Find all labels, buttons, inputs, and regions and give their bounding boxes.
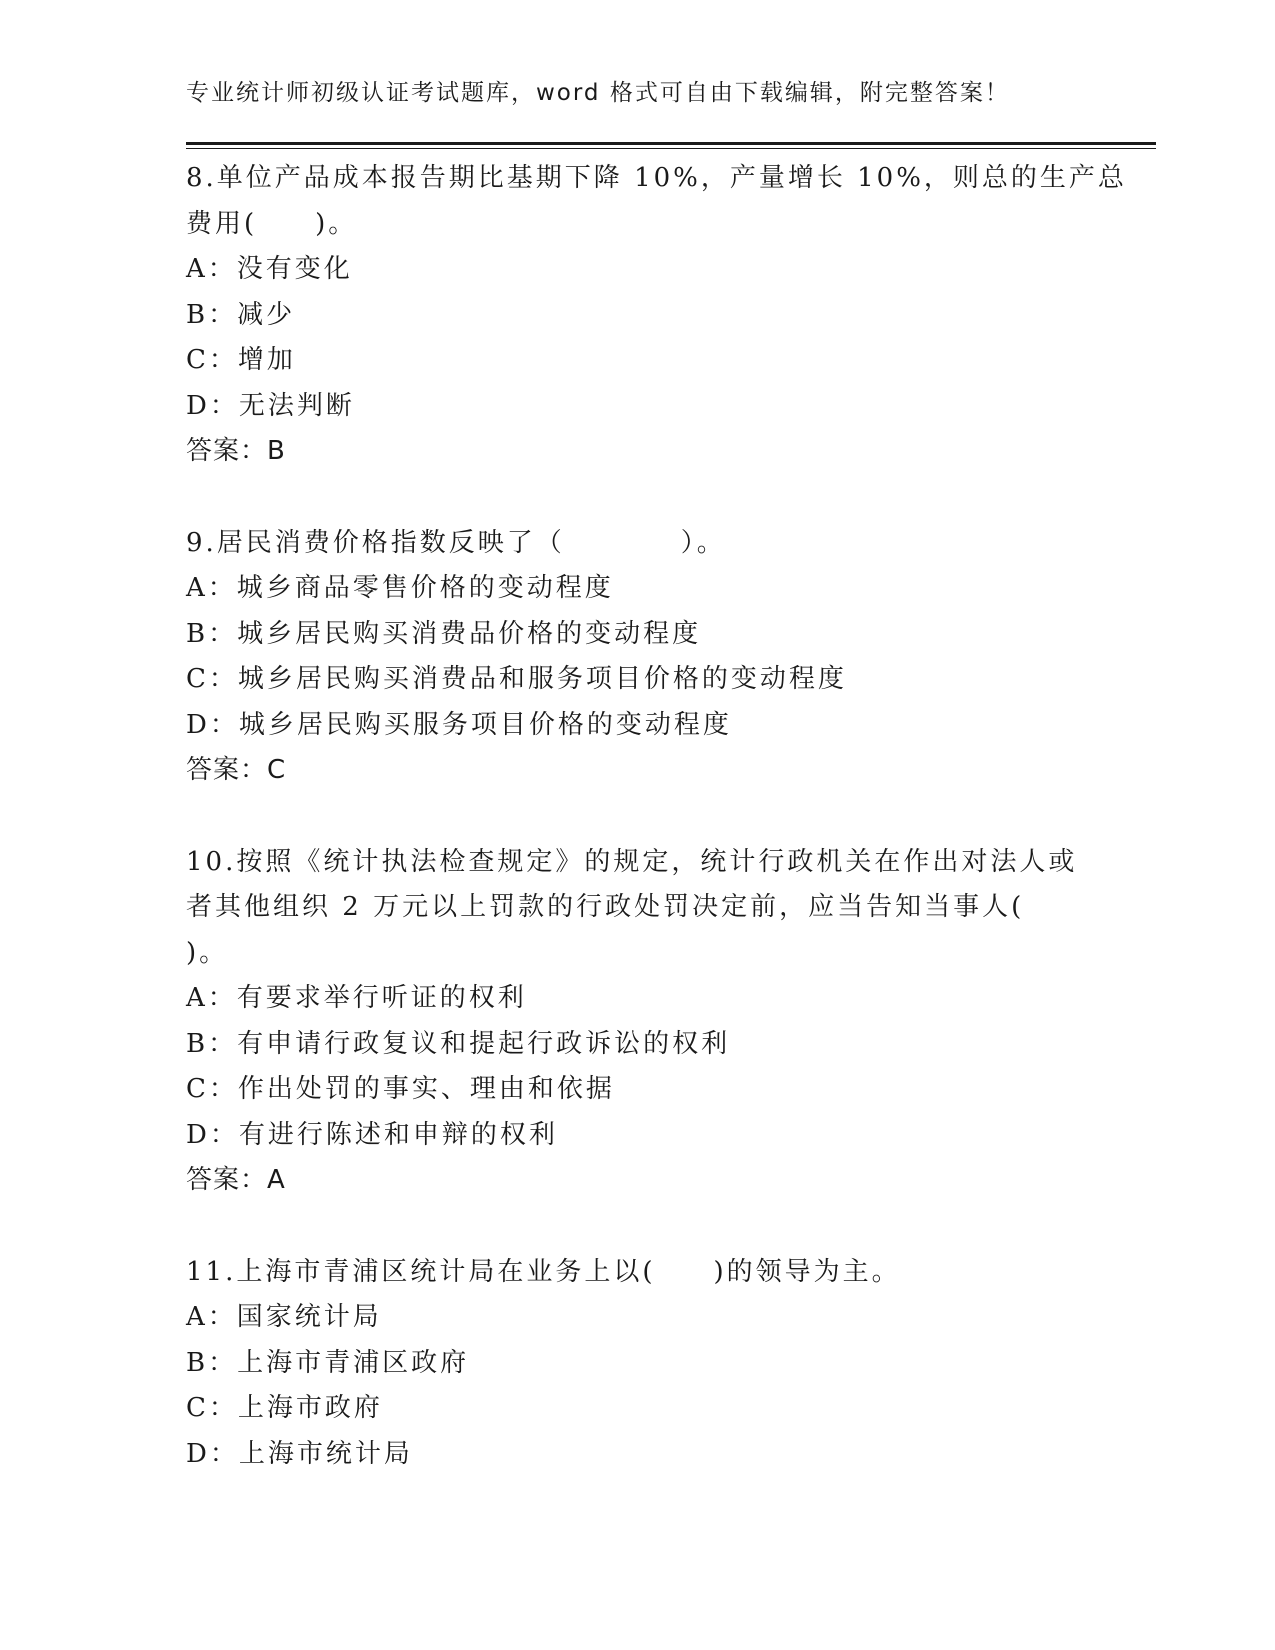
option-d: D：上海市统计局 — [186, 1438, 413, 1469]
question-stem-line: 者其他组织 2 万元以上罚款的行政处罚决定前，应当告知当事人( — [186, 892, 1025, 922]
option-d: D：无法判断 — [186, 390, 355, 421]
answer-line: 答案：C — [186, 755, 287, 785]
option-b: B：城乡居民购买消费品价格的变动程度 — [186, 618, 702, 649]
option-c: C：城乡居民购买消费品和服务项目价格的变动程度 — [186, 664, 847, 694]
answer-line: 答案：A — [186, 1165, 286, 1195]
option-c: C：上海市政府 — [186, 1393, 383, 1423]
option-c: C：作出处罚的事实、理由和依据 — [186, 1074, 615, 1104]
option-a: A：没有变化 — [186, 254, 353, 284]
question-stem-line: 10.按照《统计执法检查规定》的规定，统计行政机关在作出对法人或 — [186, 846, 1078, 877]
question-stem-line: 费用( )。 — [186, 208, 358, 239]
header-rule-thin — [186, 148, 1156, 149]
header-rule-thick — [186, 142, 1156, 145]
answer-line: 答案：B — [186, 436, 286, 466]
question-stem-line: 8.单位产品成本报告期比基期下降 10%，产量增长 10%，则总的生产总 — [186, 163, 1127, 193]
question-list — [186, 156, 1127, 1523]
question-11 — [186, 1250, 1086, 1478]
question-stem-line: 11.上海市青浦区统计局在业务上以( )的领导为主。 — [186, 1256, 901, 1287]
question-10 — [186, 840, 1086, 1204]
option-a: A：城乡商品零售价格的变动程度 — [186, 573, 614, 603]
option-b: B：上海市青浦区政府 — [186, 1347, 470, 1378]
question-9 — [186, 521, 1086, 794]
option-b: B：有申请行政复议和提起行政诉讼的权利 — [186, 1028, 731, 1059]
question-stem-line: )。 — [186, 937, 229, 968]
option-d: D：城乡居民购买服务项目价格的变动程度 — [186, 709, 732, 740]
option-c: C：增加 — [186, 345, 296, 375]
question-stem-line: 9.居民消费价格指数反映了（ ）。 — [186, 527, 726, 558]
option-d: D：有进行陈述和申辩的权利 — [186, 1119, 558, 1150]
option-a: A：国家统计局 — [186, 1302, 382, 1332]
option-b: B：减少 — [186, 299, 296, 330]
option-a: A：有要求举行听证的权利 — [186, 983, 527, 1013]
question-8 — [186, 156, 1127, 475]
page-header: 专业统计师初级认证考试题库，word 格式可自由下载编辑，附完整答案！ — [186, 80, 1010, 106]
